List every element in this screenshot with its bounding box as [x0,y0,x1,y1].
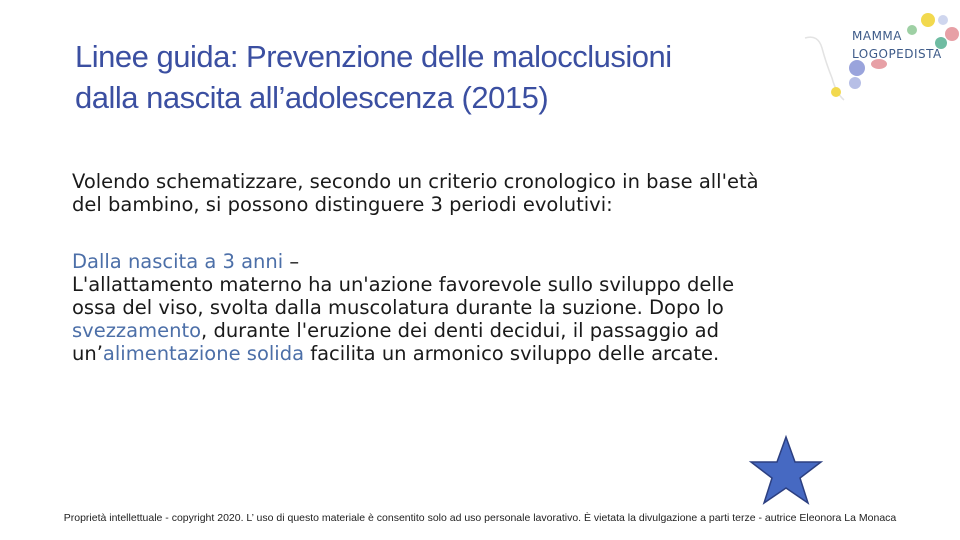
slide-body [72,170,892,365]
period-heading: Dalla nascita a 3 anni [72,250,284,273]
intro-line-1: Volendo schematizzare, secondo un criterio cronologico in base all'età [72,170,759,193]
slide-title [75,36,795,118]
intro-line-2: del bambino, si possono distinguere 3 periodi evolutivi: [72,193,613,216]
period-line-2: ossa del viso, svolta dalla muscolatura durante la suzione. Dopo lo [72,296,724,319]
logo-text-mamma: MAMMA [852,29,902,43]
mamma-logopedista-logo [800,8,960,108]
title-line-1: Linee guida: Prevenzione delle malocclusioni [75,39,672,74]
star-icon[interactable] [748,434,824,506]
period-line-1: L'allattamento materno ha un'azione favorevole sullo sviluppo delle [72,273,735,296]
period-line-4: facilita un armonico sviluppo delle arcate. [304,342,720,365]
footer-copyright: Proprietà intellettuale - copyright 2020. L’ uso di questo materiale è consentito solo ad uso personale lavorativo. È vietata la divulgazione a parti terze - autrice Eleonora La Monaca [63,512,897,524]
period-line-3: , durante l'eruzione dei denti decidui, il passaggio ad [201,319,719,342]
period-dash: – [283,250,300,273]
period-paragraph [72,250,892,365]
highlight-alimentazione-solida: alimentazione solida [102,342,305,365]
highlight-svezzamento: svezzamento [72,319,202,342]
intro-paragraph [72,170,892,216]
period-line-4-prefix: un’ [72,342,103,365]
title-line-2: dalla nascita all’adolescenza (2015) [75,80,549,115]
logo-text-logopedista: LOGOPEDISTA [852,47,942,61]
